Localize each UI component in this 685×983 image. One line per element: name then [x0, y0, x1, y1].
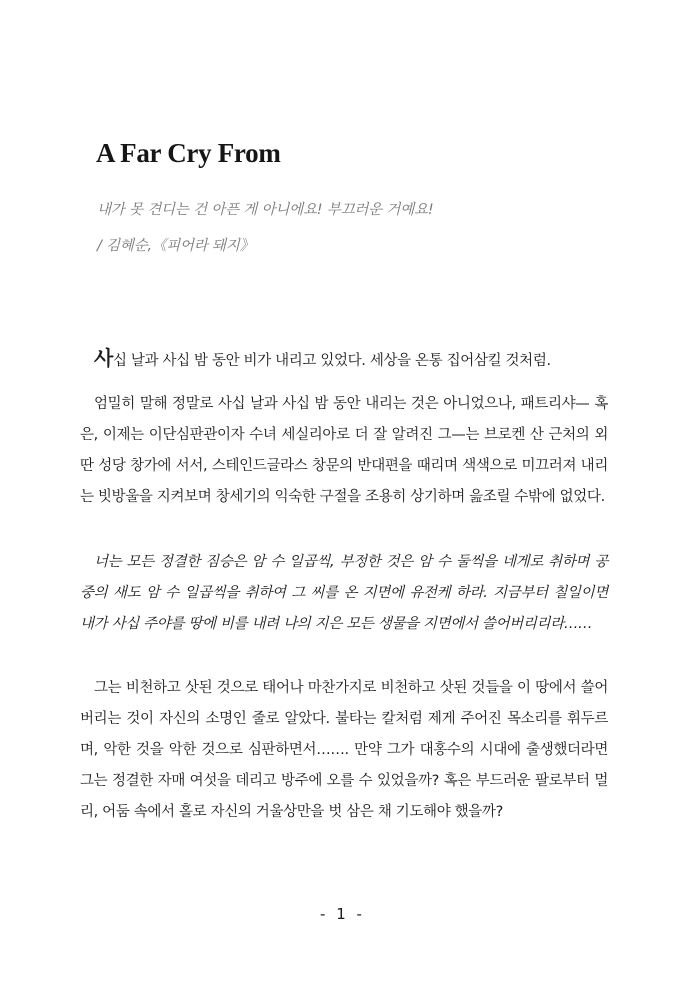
- epigraph-quote: 내가 못 견디는 건 아픈 게 아니에요! 부끄러운 거예요!: [97, 202, 434, 218]
- epigraph-source: / 김혜순,《피어라 돼지》: [97, 238, 254, 254]
- paragraph-4: 그는 비천하고 삿된 것으로 태어나 마찬가지로 비천하고 삿된 것들을 이 땅에서 쓸어버리는 것이 자신의 소명인 줄로 알았다. 불타는 칼처럼 제게 주어진 목소리를 휘두르며, 악한 것을 악한 것으로 심판하면서……. 만약 그가 대홍수의 시대에 출생했더라면 그는 정결한 자매 여섯을 데리고 방주에 오를 수 있었을까? 혹은 부드러운 팔로부터 멀리, 어둠 속에서 홀로 자신의 거울상만을 벗 삼은 채 기도해야 했을까?: [80, 680, 608, 820]
- paragraph-1: [80, 343, 608, 377]
- paragraph-2: 엄밀히 말해 정말로 사십 날과 사십 밤 동안 내리는 것은 아니었으나, 패트리샤— 혹은, 이제는 이단심판관이자 수녀 세실리아로 더 잘 알려진 그—는 브로켄 산 근처의 외딴 성당 창가에 서서, 스테인드글라스 창문의 반대편을 때리며 색색으로 미끄러져 내리는 빗방울을 지켜보며 창세기의 익숙한 구절을 조용히 상기하며 읊조릴 수밖에 없었다.: [80, 396, 608, 505]
- chapter-title: A Far Cry From: [96, 138, 281, 168]
- drop-cap: 사: [94, 346, 113, 370]
- paragraph-3-scripture-quote: 너는 모든 정결한 짐승은 암 수 일곱씩, 부정한 것은 암 수 둘씩을 네게로 취하며 공중의 새도 암 수 일곱씩을 취하여 그 씨를 온 지면에 유전케 하라. 지금부터 칠일이면 내가 사십 주야를 땅에 비를 내려 나의 지은 모든 생물을 지면에서 쓸어버리리라……: [80, 554, 608, 632]
- paragraph-1-text: 십 날과 사십 밤 동안 비가 내리고 있었다. 세상을 온통 집어삼킬 것처럼.: [112, 353, 551, 369]
- page-number: - 1 -: [320, 905, 365, 923]
